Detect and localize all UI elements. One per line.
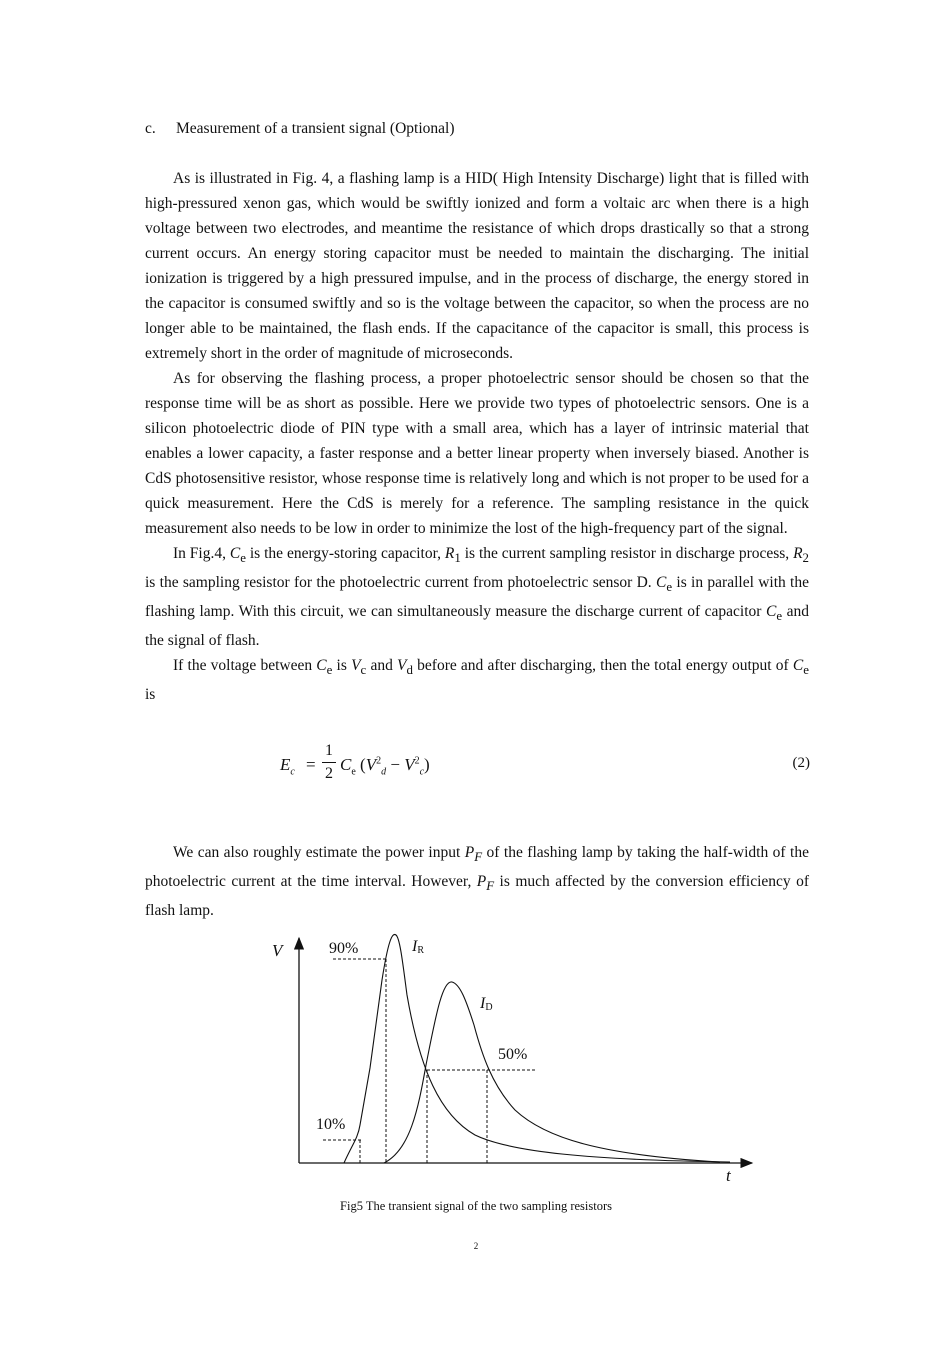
paragraph-4: If the voltage between $C_e$ is $V_c$ and $V_d$ before and after discharging, then the total energy output of $C_e$ is [145, 657, 809, 704]
equation-fraction: 1 2 [322, 742, 336, 783]
transient-signal-figure [260, 920, 760, 1190]
section-marker: c. [145, 120, 156, 137]
equation-number: (2) [792, 755, 810, 771]
section-heading [145, 119, 455, 139]
section-title: Measurement of a transient signal (Optional) [176, 120, 455, 137]
paragraph-3: In Fig.4, $C_e$ is the energy-storing capacitor, $R_1$ is the current sampling resistor in discharge process, $R_2$ is the sampling resistor for the photoelectric current from photoelectric sensor D. $C_e$ is in parallel with the flashing lamp. With this circuit, we can simultaneously measure the discharge current of capacitor $C_e$ and the signal of flash. [145, 545, 809, 650]
x-axis-label: t [726, 1166, 731, 1185]
ir-curve [344, 935, 730, 1163]
page-number: 2 [473, 1241, 479, 1251]
equation-lhs: $E_c$ [280, 755, 295, 778]
id-curve-label: ID [480, 995, 493, 1013]
ir-curve-label: IR [412, 938, 424, 956]
label-90-percent: 90% [329, 940, 359, 957]
figure-caption: Fig5 The transient signal of the two sampling resistors [340, 1199, 612, 1213]
paragraph-5: We can also roughly estimate the power input $P_F$ of the flashing lamp by taking the half-width of the photoelectric current at the time interval. However, $P_F$ is much affected by the conversion efficiency of flash lamp. [145, 844, 809, 920]
equation-rhs: $C_e$ $(V^2_d - V^2_c)$ [340, 755, 430, 778]
body-text-lower [145, 840, 809, 923]
equation-2 [280, 742, 810, 802]
paragraph-2: As for observing the flashing process, a proper photoelectric sensor should be chosen so that the response time will be as short as possible. Here we provide two types of photoelectric sensors. One is a silicon photoelectric diode of PIN type with a small area, which has a layer of intrinsic material that enables a lower capacity, a faster response and a better linear property when inversely biased. Another is CdS photosensitive resistor, whose response time is relatively long and which is not proper to be used for a quick measurement. Here the CdS is merely for a reference. The sampling resistance in the quick measurement also needs to be low in order to minimize the lost of the high-frequency part of the signal. [145, 370, 809, 537]
body-text-upper [145, 166, 809, 707]
paragraph-1: As is illustrated in Fig. 4, a flashing lamp is a HID( High Intensity Discharge) light that is filled with high-pressured xenon gas, which would be swiftly ionized and form a voltaic arc when there is a high voltage between two electrodes, and meantime the resistance of which drops drastically so that a strong current occurs. An energy storing capacitor must be needed to maintain the discharging. The initial ionization is triggered by a high pressured impulse, and in the process of discharge, the energy stored in the capacitor is consumed swiftly and so is the voltage between the capacitor, so when the process are no longer able to be maintained, the flash ends. If the capacitance of the capacitor is small, this process is extremely short in the order of magnitude of microseconds. [145, 170, 809, 362]
label-50-percent: 50% [498, 1046, 528, 1063]
id-curve [384, 982, 720, 1163]
y-axis-label: V [272, 941, 283, 960]
label-10-percent: 10% [316, 1116, 346, 1133]
equation-equals: = [306, 755, 316, 774]
